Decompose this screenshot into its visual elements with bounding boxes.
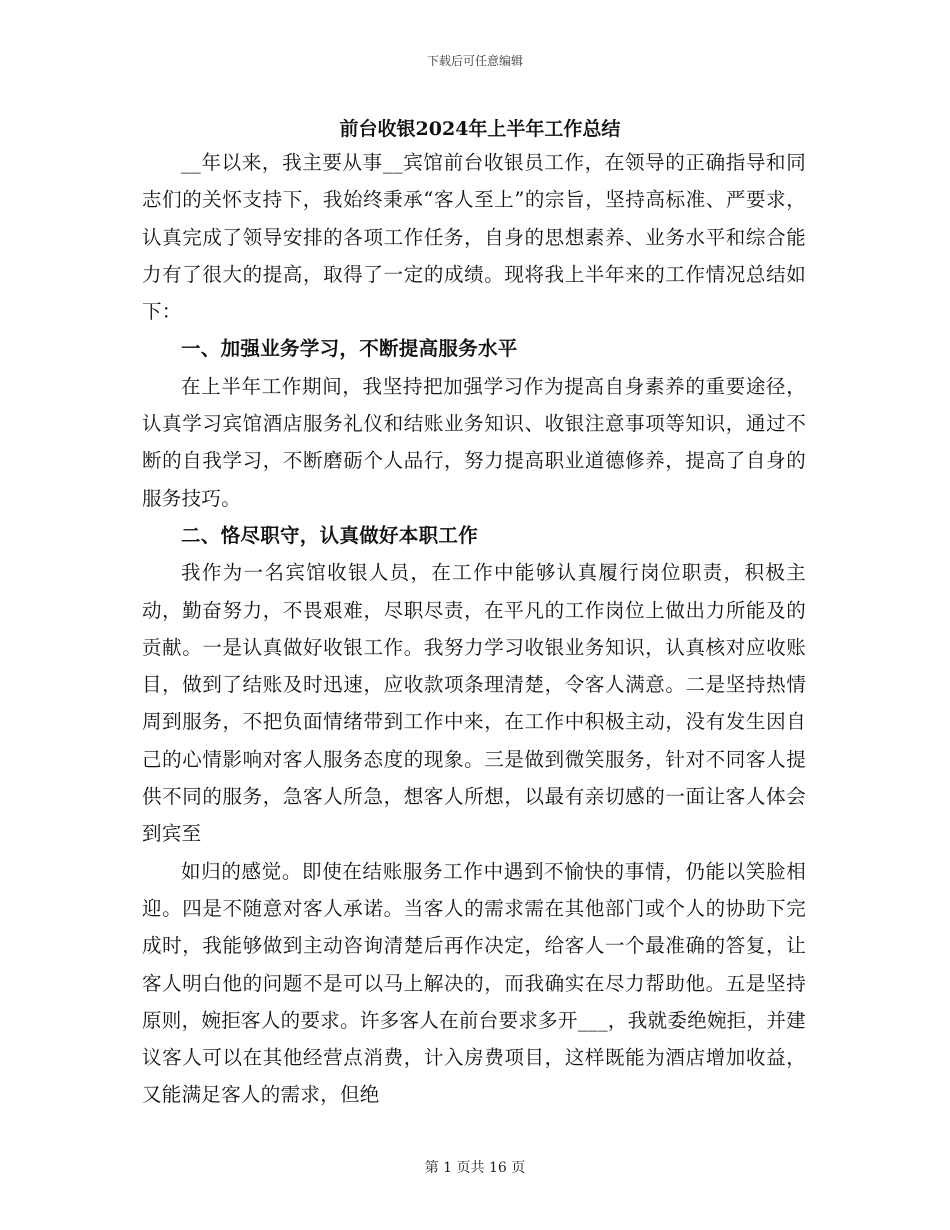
footer-total-pages: 16 [489, 1160, 507, 1176]
footer-prefix: 第 [424, 1160, 439, 1176]
section-1-paragraph: 在上半年工作期间，我坚持把加强学习作为提高自身素养的重要途径，认真学习宾馆酒店服务礼仪和结账业务知识、收银注意事项等知识，通过不断的自我学习，不断磨砺个人品行，努力提高职业道德修养，提高了自身的服务技巧。 [142, 374, 806, 510]
page-footer [0, 1157, 950, 1177]
document-title: 前台收银2024年上半年工作总结 [339, 118, 621, 140]
section-2-paragraph-continued: 如归的感觉。即使在结账服务工作中遇到不愉快的事情，仍能以笑脸相迎。四是不随意对客人承诺。当客人的需求需在其他部门或个人的协助下完成时，我能够做到主动咨询清楚后再作决定，给客人一个最准确的答复，让客人明白他的问题不是可以马上解决的，而我确实在尽力帮助他。五是坚持原则，婉拒客人的要求。许多客人在前台要求多开___，我就委绝婉拒，并建议客人可以在其他经营点消费，计入房费项目，这样既能为酒店增加收益，又能满足客人的需求，但绝 [142, 859, 806, 1107]
footer-page-number: 1 [443, 1160, 453, 1176]
document-body [142, 144, 806, 1114]
footer-suffix: 页 [511, 1160, 526, 1176]
intro-paragraph: __年以来，我主要从事__宾馆前台收银员工作，在领导的正确指导和同志们的关怀支持下，我始终秉承“客人至上”的宗旨，坚持高标准、严要求，认真完成了领导安排的各项工作任务，自身的思想素养、业务水平和综合能力有了很大的提高，取得了一定的成绩。现将我上半年来的工作情况总结如下： [142, 151, 806, 324]
section-2-paragraph: 我作为一名宾馆收银人员，在工作中能够认真履行岗位职责，积极主动，勤奋努力，不畏艰难，尽职尽责，在平凡的工作岗位上做出力所能及的贡献。一是认真做好收银工作。我努力学习收银业务知识，认真核对应收账目，做到了结账及时迅速，应收款项条理清楚，令客人满意。二是坚持热情周到服务，不把负面情绪带到工作中来，在工作中积极主动，没有发生因自己的心情影响对客人服务态度的现象。三是做到微笑服务，针对不同客人提供不同的服务，急客人所急，想客人所想，以最有亲切感的一面让客人体会到宾至 [142, 561, 806, 846]
header-note: 下载后可任意编辑 [426, 54, 523, 68]
section-heading-1: 一、加强业务学习，不断提高服务水平 [181, 337, 518, 361]
section-heading-2: 二、恪尽职守，认真做好本职工作 [181, 523, 479, 547]
footer-middle: 页共 [456, 1160, 485, 1176]
